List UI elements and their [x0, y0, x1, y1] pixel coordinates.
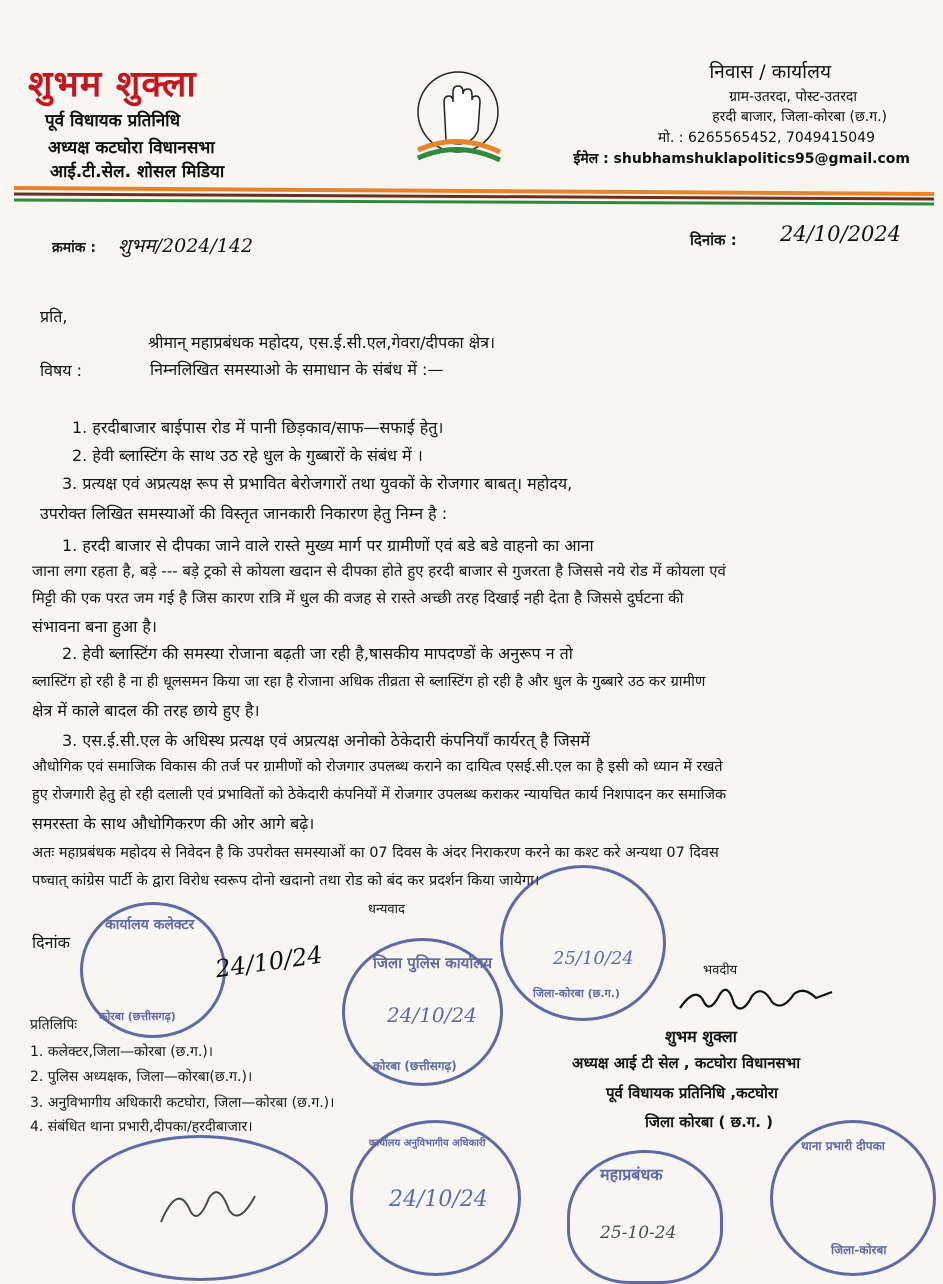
sender-title-2: अध्यक्ष कटघोरा विधानसभा — [48, 138, 215, 158]
address-line-1: ग्राम-उतरदा, पोस्ट-उतरदा — [729, 89, 857, 105]
cc-item: 3. अनुविभागीय अधिकारी कटघोरा, जिला—कोरबा (छ.ग.)। — [30, 1095, 335, 1111]
designation-1: अध्यक्ष आई टी सेल , कटघोरा विधानसभा — [572, 1054, 801, 1072]
handwritten-date: 25-10-24 — [600, 1223, 677, 1243]
designation-2: पूर्व विधायक प्रतिनिधि ,कटघोरा — [606, 1084, 778, 1102]
addressee: श्रीमान् महाप्रबंधक महोदय, एस.ई.सी.एल,गेवरा/दीपका क्षेत्र। — [148, 333, 496, 352]
phone-line: मो. : 6265565452, 7049415049 — [657, 130, 875, 146]
stamp-text: जिला पुलिस कार्यालय — [373, 954, 493, 972]
body-line: औधोगिक एवं समाजिक विकास की तर्ज पर ग्रामीणों को रोजगार उपलब्ध कराने का दायित्व एसई.सी.एल का है इसी को ध्यान में रखते — [32, 759, 723, 775]
handwritten-date: 24/10/24 — [389, 1187, 488, 1212]
hand-logo-icon — [408, 62, 508, 172]
stamp-text: कार्यालय कलेक्टर — [105, 917, 195, 933]
date-value: 24/10/2024 — [780, 222, 902, 246]
sender-title-3: आई.टी.सेल. शोसल मिडिया — [50, 162, 225, 182]
body-line: अतः महाप्रबंधक महोदय से निवेदन है कि उपरोक्त समस्याओं का 07 दिवस के अंदर निराकरण करने का कश्ट करे अन्यथा 07 दिवस — [32, 845, 719, 861]
police-stamp — [342, 938, 503, 1086]
handwritten-date: 24/10/24 — [387, 1003, 477, 1027]
cc-item: 4. संबंधित थाना प्रभारी,दीपका/हरदीबाजार। — [30, 1119, 253, 1135]
body-line: 1. हरदी बाजार से दीपका जाने वाले रास्ते मुख्य मार्ग पर ग्रामीणों एवं बडे बडे वाहनो का आना — [62, 536, 594, 555]
signature-icon — [155, 1178, 265, 1238]
address-line-2: हरदी बाजार, जिला-कोरबा (छ.ग.) — [712, 109, 887, 125]
cc-item: 2. पुलिस अध्यक्षक, जिला—कोरबा(छ.ग.)। — [30, 1069, 253, 1085]
stamp-text: कार्यालय अनुविभागीय अधिकारी — [369, 1138, 486, 1149]
sdm-stamp — [350, 1120, 521, 1276]
to-label: प्रति, — [40, 307, 68, 326]
sender-title-1: पूर्व विधायक प्रतिनिधि — [45, 111, 181, 131]
handwritten-date: 24/10/24 — [213, 940, 325, 984]
bottom-date-label: दिनांक — [32, 933, 70, 952]
body-line: समरस्ता के साथ औधोगिकरण की ओर आगे बढ़े। — [32, 814, 315, 833]
stamp-text: कोरबा (छत्तीसगढ़) — [373, 1059, 457, 1073]
subject-label: विषय : — [40, 361, 83, 380]
body-line: पष्चात् कांग्रेस पार्टी के द्वारा विरोध स्वरूप दोनो खदानो तथा रोड को बंद कर प्रदर्शन किया जायेगा। — [32, 873, 540, 889]
body-line: जाना लगा रहता है, बड़े --- बड़े ट्रको से कोयला खदान से दीपका होते हुए हरदी बाजार से गुजरता है जिससे नये रोड में कोयला एवं — [32, 562, 726, 580]
body-line: मिट्टी की एक परत जम गई है जिस कारण रात्रि में धुल की वजह से रास्ते अच्छी तरह दिखाई नही देता है जिससे दुर्घटना की — [32, 589, 684, 607]
stamp-text: जिला-कोरबा — [831, 1243, 887, 1257]
stamp-text: जिला-कोरबा (छ.ग.) — [533, 987, 620, 1000]
round-seal-stamp — [500, 865, 666, 1021]
point-1: 1. हरदीबाजार बाईपास रोड में पानी छिड़काव/साफ—सफाई हेतु। — [72, 418, 444, 437]
signature-icon — [676, 980, 836, 1020]
body-line: हुए रोजगारी हेतु हो रही दलाली एवं प्रभावितों को ठेकेदारी कंपनियों में रोजगार उपलब्ध कराकर न्यायचित कार्य निशपादन कर समाजिक — [32, 787, 727, 803]
thana-stamp — [770, 1120, 936, 1276]
body-line: ब्लास्टिंग हो रही है ना ही धूलसमन किया जा रहा है रोजाना अधिक तीव्रता से ब्लास्टिंग हो रही है और धुल के गुब्बारे उठ कर ग्रामीण — [32, 674, 706, 690]
body-line: उपरोक्त लिखित समस्याओं की विस्तृत जानकारी निकारण हेतु निम्न है : — [40, 504, 448, 523]
stamp-text: कोरबा (छत्तीसगढ़) — [99, 1010, 176, 1023]
subject-text: निम्नलिखित समस्याओ के समाधान के संबंध में :— — [150, 360, 444, 379]
ref-number: शुभम/2024/142 — [118, 235, 254, 257]
collector-stamp — [80, 902, 226, 1038]
stamp-text: थाना प्रभारी दीपका — [801, 1139, 885, 1153]
body-line: संभावना बना हुआ है। — [32, 617, 157, 636]
cc-label: प्रतिलिपिः — [30, 1017, 78, 1033]
date-label: दिनांक : — [690, 231, 737, 249]
gm-stamp — [567, 1150, 723, 1284]
point-2: 2. हेवी ब्लास्टिंग के साथ उठ रहे धुल के गुब्बारों के संबंध में । — [72, 446, 423, 465]
handwritten-date: 25/10/24 — [553, 948, 634, 969]
stamp-text: महाप्रबंधक — [600, 1165, 663, 1184]
body-line: 2. हेवी ब्लास्टिंग की समस्या रोजाना बढ़ती जा रही है,षासकीय मापदण्डों के अनुरूप न तो — [62, 644, 573, 663]
bottom-left-stamp — [72, 1135, 328, 1281]
body-line: क्षेत्र में काले बादल की तरह छाये हुए है। — [32, 701, 260, 720]
office-heading: निवास / कार्यालय — [709, 61, 831, 83]
signatory-name: शुभम शुक्ला — [665, 1027, 737, 1046]
designation-3: जिला कोरबा ( छ.ग. ) — [645, 1113, 774, 1131]
cc-item: 1. कलेक्टर,जिला—कोरबा (छ.ग.)। — [30, 1044, 214, 1060]
yours-faithfully: भवदीय — [703, 963, 738, 978]
email-line: ईमेल : shubhamshuklapolitics95@gmail.com — [573, 151, 910, 167]
body-line: 3. एस.ई.सी.एल के अधिस्थ प्रत्यक्ष एवं अप्रत्यक्ष अनोको ठेकेदारी कंपनियॉं कार्यरत् है जिसमें — [62, 731, 591, 750]
point-3: 3. प्रत्यक्ष एवं अप्रत्यक्ष रूप से प्रभावित बेरोजगारों तथा युवकों के रोजगार बाबत्। महोदय, — [62, 474, 573, 493]
header-divider — [14, 182, 934, 208]
thanks-text: धन्यवाद — [368, 902, 405, 917]
ref-label: क्रमांक : — [52, 240, 96, 256]
sender-name: शुभम शुक्ला — [28, 64, 197, 105]
